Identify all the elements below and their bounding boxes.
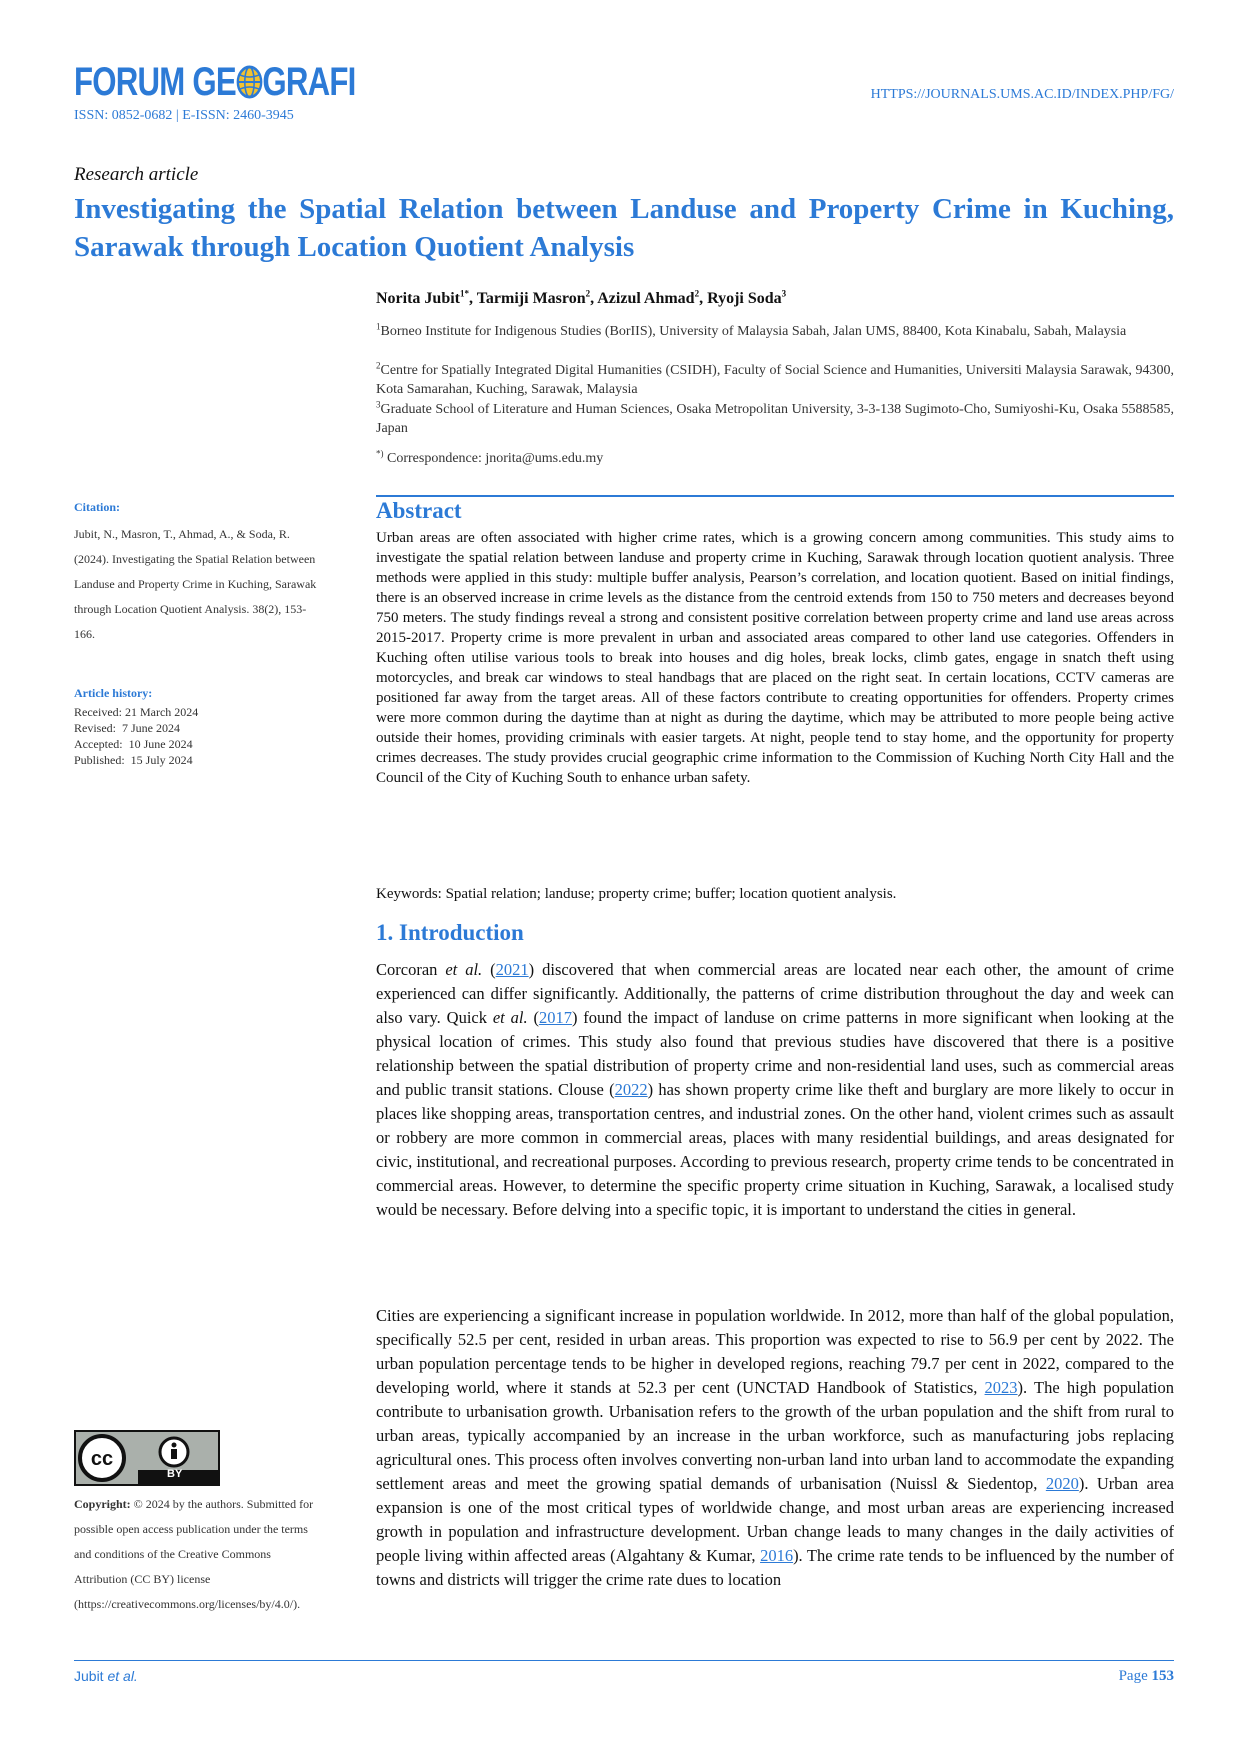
footer-etal: et al. xyxy=(107,1668,138,1684)
affiliation-text: Centre for Spatially Integrated Digital Humanities (CSIDH), Faculty of Social Science and Humanities, Universiti Malaysia Sarawak, 94300, Kota Samarahan, Kuching, Sarawak, Malaysia xyxy=(376,363,1174,397)
citation-text: Jubit, N., Masron, T., Ahmad, A., & Soda, R. (2024). Investigating the Spatial Relation between Landuse and Property Crime in Kuching, Sarawak through Location Quotient Analysis. 38(2), 153-166. xyxy=(74,527,317,641)
article-title: Investigating the Spatial Relation between Landuse and Property Crime in Kuching, Sarawak through Location Quotient Analysis xyxy=(74,193,1174,263)
history-received: Received: 21 March 2024 xyxy=(74,705,199,719)
footer-divider xyxy=(74,1660,1174,1661)
text-run: Cities are experiencing a significant increase in population worldwide. In 2012, more than half of the global population, specifically 52.5 per cent, resided in urban areas. This proportion was expected to rise to 56.9 per cent by 2022. The urban population percentage tends to be higher in developed regions, reaching 79.7 per cent in 2022, compared to the developing world, where it stands at 52.3 per cent (UNCTAD Handbook of Statistics, xyxy=(376,1306,1174,1397)
cc-by-label: BY xyxy=(167,1468,183,1480)
author-name: Azizul Ahmad xyxy=(597,290,695,307)
citation-label: Citation: xyxy=(74,500,120,514)
affiliation-1 xyxy=(376,322,1174,341)
logo-text-part-1: FORUM GE xyxy=(74,60,236,104)
author-name: Tarmiji Masron xyxy=(476,290,586,307)
journal-logo xyxy=(74,58,356,106)
affiliation-3 xyxy=(376,400,1174,438)
cc-by-license-badge xyxy=(74,1430,220,1486)
logo-text-part-2: GRAFI xyxy=(262,60,356,104)
intro-paragraph-1 xyxy=(376,958,1174,1222)
footer-author xyxy=(74,1668,138,1684)
affiliation-sup: 3 xyxy=(376,399,381,410)
reference-link[interactable]: 2016 xyxy=(760,1546,794,1565)
reference-link[interactable]: 2021 xyxy=(495,960,529,979)
reference-link[interactable]: 2023 xyxy=(984,1378,1018,1397)
correspondence-text: Correspondence: jnorita@ums.edu.my xyxy=(387,451,604,466)
globe-icon xyxy=(236,65,263,99)
section-divider xyxy=(376,495,1174,497)
history-label: Article history: xyxy=(74,686,153,700)
author-sup: 1* xyxy=(460,288,469,299)
reference-link[interactable]: 2022 xyxy=(614,1080,648,1099)
introduction-heading: 1. Introduction xyxy=(376,920,524,945)
author-name: Ryoji Soda xyxy=(707,290,782,307)
svg-text:cc: cc xyxy=(90,1448,114,1470)
text-run: ( xyxy=(527,1008,539,1027)
journal-url-link[interactable]: HTTPS://JOURNALS.UMS.AC.ID/INDEX.PHP/FG/ xyxy=(870,87,1174,102)
keywords: Keywords: Spatial relation; landuse; property crime; buffer; location quotient analysis. xyxy=(376,886,897,902)
reference-link[interactable]: 2017 xyxy=(538,1008,572,1027)
text-run: ). Urban area expansion is one of the most critical types of worldwide change, and most urban areas are experiencing increased growth in population and infrastructure development. Urban change leads to many changes in the daily activities of people living within affected areas (Algahtany & Kumar, xyxy=(376,1474,1174,1565)
reference-link[interactable]: 2020 xyxy=(1045,1474,1079,1493)
author-sup: 3 xyxy=(781,288,787,299)
article-history xyxy=(74,704,322,768)
abstract-heading: Abstract xyxy=(376,498,462,523)
italic-text: et al. xyxy=(445,960,483,979)
text-run: Corcoran xyxy=(376,960,446,979)
author-sup: 2 xyxy=(585,288,591,299)
history-published: Published: 15 July 2024 xyxy=(74,753,193,767)
affiliation-sup: 1 xyxy=(376,321,381,332)
article-type: Research article xyxy=(74,164,199,185)
issn: ISSN: 0852-0682 | E-ISSN: 2460-3945 xyxy=(74,108,294,123)
history-accepted: Accepted: 10 June 2024 xyxy=(74,737,193,751)
page-number xyxy=(1119,1668,1174,1685)
text-run: ) discovered that when commercial areas are located near each other, the amount of crime experienced can differ significantly. Additionally, the patterns of crime distribution throughout the day and week can also vary. Quick xyxy=(376,960,1174,1027)
footer-author-name: Jubit xyxy=(74,1668,104,1684)
intro-paragraph-2 xyxy=(376,1304,1174,1592)
text-run: ( xyxy=(482,960,496,979)
page-number-value: 153 xyxy=(1151,1668,1174,1684)
author-list: Norita Jubit$^{1*}$, Tarmiji Masron$^2$, Azizul Ahmad$^2$, Ryoji Soda$^3$ xyxy=(376,288,787,307)
page-label: Page xyxy=(1118,1668,1148,1684)
author-name: Norita Jubit xyxy=(376,290,460,307)
copyright-text: © 2024 by the authors. Submitted for possible open access publication under the terms and conditions of the Creative Commons Attribution (CC BY) license (https://creativecommons.org/licenses/by/4.0/). xyxy=(74,1497,314,1611)
affiliation-text: Graduate School of Literature and Human Sciences, Osaka Metropolitan University, 3-3-138 Sugimoto-Cho, Sumiyoshi-Ku, Osaka 5588585, Japan xyxy=(376,402,1174,436)
copyright-label: Copyright: xyxy=(74,1497,131,1511)
text-run: ). The crime rate tends to be influenced by the number of towns and districts will trigger the crime rate dues to location xyxy=(376,1546,1174,1589)
cc-icon xyxy=(76,1432,218,1484)
history-revised: Revised: 7 June 2024 xyxy=(74,721,180,735)
italic-text: et al. xyxy=(492,1008,528,1027)
text-run: ). The high population contribute to urbanisation growth. Urbanisation refers to the growth of the urban population and the shift from rural to urban areas, typically accompanied by an increase in the urban workforce, such as manufacturing jobs replacing agricultural ones. This process often involves converting non-urban land into urban land to accommodate the expanding settlement areas and meet the growing spatial demands of urbanisation (Nuissl & Siedentop, xyxy=(376,1378,1174,1493)
author-sup: 2 xyxy=(694,288,700,299)
affiliation-2 xyxy=(376,361,1174,399)
text-run: ) has shown property crime like theft and burglary are more likely to occur in places like shopping areas, transportation centres, and industrial zones. On the other hand, violent crimes such as assault or robbery are more common in commercial areas, places with many residential buildings, and areas designated for civic, institutional, and recreational purposes. According to previous research, property crime tends to be concentrated in commercial areas. However, to determine the specific property crime situation in Kuching, Sarawak, a localised study would be necessary. Before delving into a specific topic, it is important to understand the cities in general. xyxy=(376,1080,1174,1219)
correspondence-sup: *) xyxy=(376,448,384,459)
affiliation-sup: 2 xyxy=(376,360,381,371)
affiliation-text: Borneo Institute for Indigenous Studies (BorIIS), University of Malaysia Sabah, Jalan UMS, 88400, Kota Kinabalu, Sabah, Malaysia xyxy=(380,324,1127,339)
text-run: ) found the impact of landuse on crime patterns in more significant when looking at the physical location of crimes. This study also found that previous studies have discovered that there is a positive relationship between the spatial distribution of property crime and non-residential land uses, such as commercial areas and public transit stations. Clouse ( xyxy=(376,1008,1174,1099)
abstract-text: Urban areas are often associated with higher crime rates, which is a growing concern among communities. This study aims to investigate the spatial relation between landuse and property crime in Kuching, Sarawak through location quotient analysis. Three methods were applied in this study: multiple buffer analysis, Pearson’s correlation, and location quotient. Based on initial findings, there is an observed increase in crime levels as the distance from the centroid extends from 150 to 750 meters and decreases beyond 750 meters. The study findings reveal a strong and consistent positive correlation between property crime and land use areas across 2015-2017. Property crime is more prevalent in urban and associated areas compared to other land use categories. Offenders in Kuching often utilise various tools to break into houses and dig holes, break locks, climb gates, engage in snatch theft using motorcycles, and break car windows to steal handbags that are placed on the right seat. In certain locations, CCTV cameras are positioned far away from the target areas. All of these factors contribute to creating opportunities for offenders. Property crimes were more common during the daytime than at night as during the daytime, which may be attributed to more people being active outside their homes, providing criminals with easier targets. At night, people tend to stay home, and the opportunity for property crimes decreases. The study provides crucial geographic crime information to the Commission of Kuching North City Hall and the Council of the City of Kuching South to enhance urban safety. xyxy=(376,530,1174,786)
correspondence xyxy=(376,449,1174,468)
copyright-block xyxy=(74,1492,322,1617)
